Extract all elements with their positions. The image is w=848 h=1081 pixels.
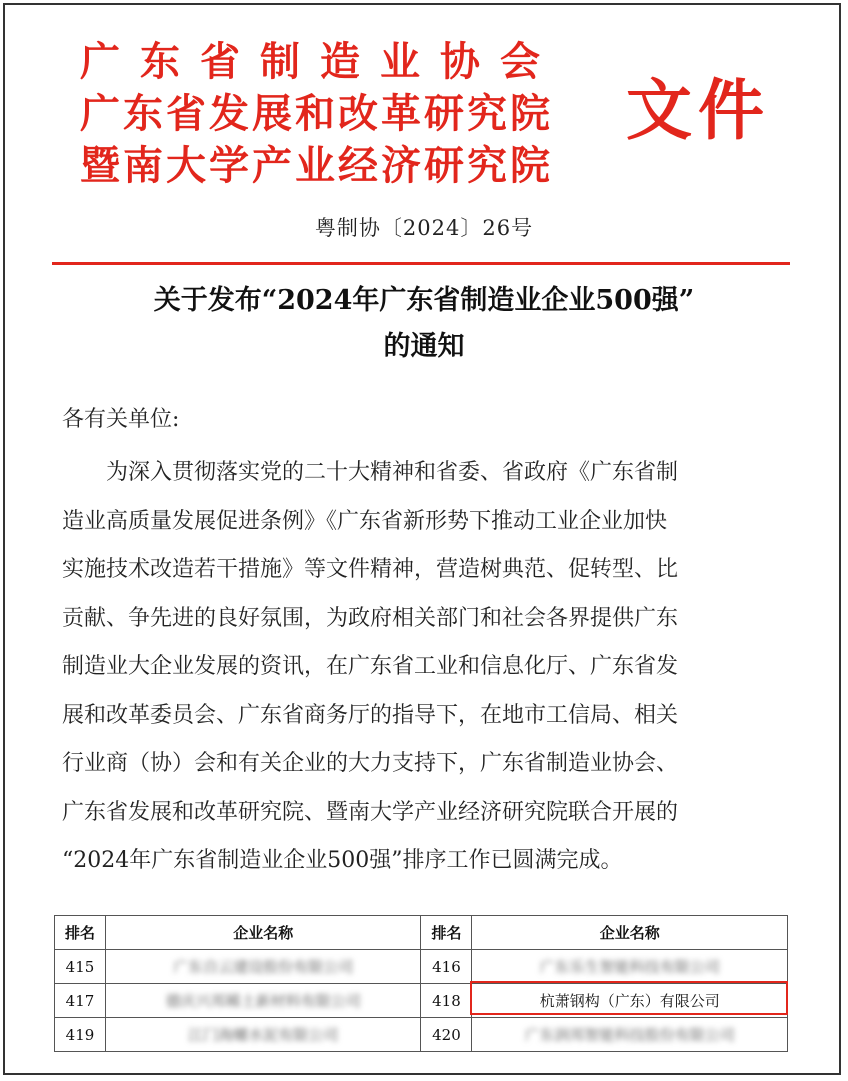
company-name-cell-blurred: 德庆兴邦稀土新材料有限公司 — [105, 984, 421, 1018]
document-type-label: 文件 — [626, 71, 770, 149]
body-line: 制造业大企业发展的资讯，在广东省工业和信息化厅、广东省发 — [62, 654, 679, 679]
notice-body — [62, 449, 772, 886]
body-line: “2024年广东省制造业企业500强”排序工作已圆满完成。 — [62, 848, 623, 873]
body-line: 行业商（协）会和有关企业的大力支持下，广东省制造业协会、 — [62, 751, 679, 776]
red-divider-line — [52, 262, 790, 265]
notice-title — [40, 278, 808, 370]
issuer-jinan-university-institute: 暨南大学产业经济研究院 — [80, 142, 553, 189]
salutation: 各有关单位: — [62, 407, 180, 432]
body-line: 造业高质量发展促进条例》《广东省新形势下推动工业企业加快 — [62, 508, 668, 534]
table-row — [55, 984, 788, 1018]
rank-cell: 418 — [421, 984, 472, 1018]
rank-cell: 417 — [55, 984, 106, 1018]
column-header-company: 企业名称 — [472, 916, 788, 950]
notice-title-line1: 关于发布“2024年广东省制造业企业500强” — [153, 285, 695, 316]
body-line: 贡献、争先进的良好氛围，为政府相关部门和社会各界提供广东 — [62, 605, 679, 631]
company-name-cell-blurred: 广东润邦智能科技股份有限公司 — [472, 1018, 788, 1052]
body-line: 实施技术改造若干措施》等文件精神，营造树典范、促转型、比 — [62, 557, 679, 582]
rank-cell: 415 — [55, 950, 106, 984]
body-line: 展和改革委员会、广东省商务厅的指导下，在地市工信局、相关 — [62, 702, 679, 728]
company-name-cell-blurred: 广东乐生智能科技有限公司 — [472, 950, 788, 984]
table-row — [55, 950, 788, 984]
body-line: 为深入贯彻落实党的二十大精神和省委、省政府《广东省制 — [62, 460, 679, 485]
issuer-development-reform-institute: 广东省发展和改革研究院 — [80, 90, 553, 137]
company-name-cell-blurred: 江门海螺水泥有限公司 — [105, 1018, 421, 1052]
notice-title-line2: 的通知 — [383, 331, 465, 362]
company-name-cell-highlighted: 杭萧钢构（广东）有限公司 — [472, 984, 788, 1018]
table-row — [55, 1018, 788, 1052]
issuer-block — [80, 36, 620, 192]
column-header-company: 企业名称 — [105, 916, 421, 950]
rank-cell: 419 — [55, 1018, 106, 1052]
column-header-rank: 排名 — [55, 916, 106, 950]
column-header-rank: 排名 — [421, 916, 472, 950]
table-header-row — [55, 916, 788, 950]
ranking-table — [54, 915, 788, 1052]
body-line: 广东省发展和改革研究院、暨南大学产业经济研究院联合开展的 — [62, 799, 679, 825]
issuer-manufacturing-association: 广东省制造业协会 — [80, 38, 560, 85]
document-number: 粤制协〔2024〕26号 — [314, 216, 534, 240]
rank-cell: 420 — [421, 1018, 472, 1052]
company-name-cell-blurred: 广东自云建设股份有限公司 — [105, 950, 421, 984]
rank-cell: 416 — [421, 950, 472, 984]
